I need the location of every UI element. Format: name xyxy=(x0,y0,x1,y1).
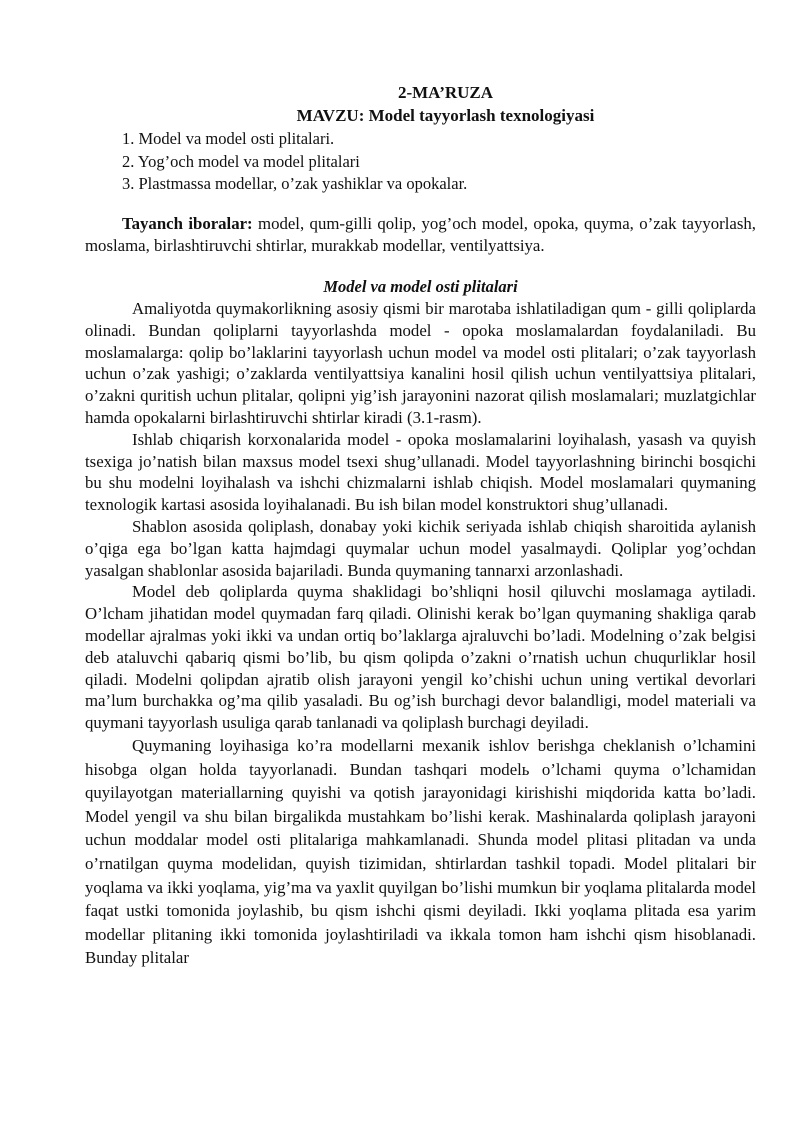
body-paragraph: Ishlab chiqarish korxonalarida model - opoka moslamalarini loyihalash, yasash va quyish tsexiga jo’natish bilan maxsus model tsexi shug’ullanadi. Model tayyorlashning birinchi bosqichi bu shu modelni loyihalash va ishchi chizmalarni ishlab chiqish. Model moslamalari quymaning texnologik kartasi asosida loyihalanadi. Bu ish bilan model konstruktori shug’ullanadi. xyxy=(85,429,756,515)
body-paragraph: Quymaning loyihasiga ko’ra modellarni mexanik ishlov berishga cheklanish o’lchamini hisobga olgan holda tayyorlanadi. Bundan tashqari modelь o’lchami quyma o’lchamidan quyilayotgan materiallarning quyishi va qotish jarayonidagi kirishishi miqdorida katta bo’ladi. Model yengil va shu bilan birgalikda mustahkam bo’lishi kerak. Mashinalarda qoliplash jarayoni uchun moddalar model osti plitalariga mahkamlanadi. Shunda model plitasi plitadan va unda o’rnatilgan quyma modelidan, quyish tizimidan, shtirlardan tashkil topadi. Model plitalari bir yoqlama va ikki yoqlama, yig’ma va yaxlit quyilgan bo’lishi mumkun bir yoqlama plitalarda model faqat ustki tomonida joylashib, bu qism ishchi qismi deyiladi. Ikki yoqlama plitada esa yarim modellar plitaning ikki tomonida joylashtiriladi va ikkala tomon ham ishchi qism hisoblanadi. Bunday plitalar xyxy=(85,735,756,968)
keywords-label: Tayanch iboralar: xyxy=(122,214,253,233)
body-paragraph: Amaliyotda quymakorlikning asosiy qismi bir marotaba ishlatiladigan qum - gilli qoliplarda olinadi. Bundan qoliplarni tayyorlashda model - opoka moslamalardan foydalaniladi. Bu moslamalarga: qolip bo’laklarini tayyorlash uchun model va model osti plitalari; o’zak tayyorlash uchun o’zak yashigi; o’zaklarda ventilyattsiya kanalini hosil qilish uchun ventilyattsiya plitalari, o’zakni quritish uchun plitalar, qolipni yig’ish jarayonini nazorat qilish moslamalari; muzlatgichlar hamda opokalarni birlashtiruvchi shtirlar kiradi (3.1-rasm). xyxy=(85,299,756,427)
lecture-topic: MAVZU: Model tayyorlash texnologiyasi xyxy=(296,106,595,125)
keywords-paragraph xyxy=(85,213,756,256)
outline-item: 1. Model va model osti plitalari. xyxy=(122,129,335,148)
section-title: Model va model osti plitalari xyxy=(323,277,518,296)
outline-item: 2. Yog’och model va model plitalari xyxy=(122,151,360,171)
body-paragraph: Model deb qoliplarda quyma shaklidagi bo’shliqni hosil qiluvchi moslamaga aytiladi. O’lcham jihatidan model quymadan farq qiladi. Olinishi kerak bo’lgan quymaning shakliga qarab modellar ajralmas yoki ikki va undan ortiq bo’laklarga ajraluvchi bo’ladi. Modelning o’zak belgisi deb ataluvchi qabariq qismi bo’lib, bu qism qolipda o’zakni o’rnatish uchun chuqurliklar hosil qiladi. Modelni qolipdan ajratib olish jarayoni yengil ko’chishi uchun uning vertikal devorlari ma’lum burchakka og’ma qilib yasaladi. Bu og’ish burchagi devor balandligi, model materiali va quymani tayyorlash usuliga qarab tanlanadi va qoliplash burchagi deyiladi. xyxy=(85,582,756,733)
body-paragraph: Shablon asosida qoliplash, donabay yoki kichik seriyada ishlab chiqish sharoitida aylanish o’qiga ega bo’lgan katta hajmdagi quymalar uchun model yasalmaydi. Qoliplar yog’ochdan yasalgan shablonlar asosida bajariladi. Bunda quymaning tannarxi arzonlashadi. xyxy=(85,516,756,580)
section-body xyxy=(85,298,756,970)
lecture-number: 2-MA’RUZA xyxy=(397,83,494,102)
keywords-text: model, qum-gilli qolip, yog’och model, opoka, quyma, o’zak tayyorlash, moslama, birlashtiruvchi shtirlar, murakkab modellar, ventilyattsiya. xyxy=(85,214,756,255)
outline-list xyxy=(122,128,467,196)
outline-item: 3. Plastmassa modellar, o’zak yashiklar va opokalar. xyxy=(122,174,468,193)
